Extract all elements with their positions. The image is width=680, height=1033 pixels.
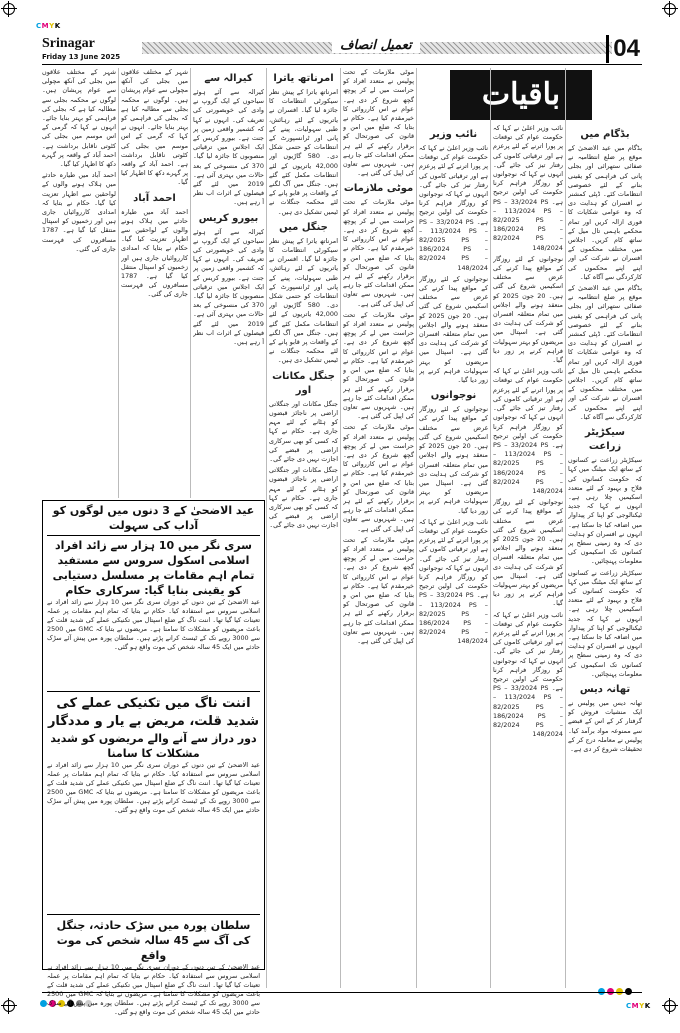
column-divider xyxy=(190,68,191,498)
news-box xyxy=(42,500,265,1016)
article-text: امرناتھ یاترا کے پیش نظر سیکورٹی انتظامات کا جائزہ لیا گیا۔ افسران نے یاتریوں کے لئے رہائش، طبی سہولیات، پینے کے پانی اور ٹرانسپورٹ کے انتظامات کو حتمی شکل دی۔ 580 گاڑیوں اور 42,000 یاتریوں کے لئے انتظامات مکمل کئے گئے ہیں۔ جنگل میں آگ لگنے کے واقعات پر قابو پانے کے لئے محکمہ جنگلات نے ٹیمیں تشکیل دی ہیں۔ xyxy=(269,88,338,216)
column-6 xyxy=(193,68,264,498)
article-text: شہر کے مختلف علاقوں میں بجلی کی آنکھ مچولی سے عوام پریشان ہیں۔ لوگوں نے محکمہ بجلی سے مطالبہ کیا ہے کہ بجلی کی فراہمی کو بہتر بنایا جائے۔ انہوں نے کہا کہ گرمی کے اس موسم میں بجلی کی کٹوتی ناقابل برداشت ہے۔ احمد آباد کے واقعہ پر گہرے دکھ کا اظہار کیا گیا۔ xyxy=(42,68,116,169)
article-text: موٹی ملازمات کے تحت پولیس نے متعدد افراد کو حراست میں لے کر پوچھ گچھ شروع کر دی ہے۔ عوام نے اس کارروائی کا خیرمقدم کیا ہے۔ حکام نے بتایا کہ ضلع میں امن و قانون کی صورتحال کو برقرار رکھنے کے لئے ہر ممکن اقدامات کئے جا رہے ہیں۔ شہریوں سے تعاون کی اپیل کی گئی ہے۔ xyxy=(343,68,414,178)
article-text: نوجوانوں کے لئے روزگار کے مواقع پیدا کرنے کی غرض سے مختلف اسکیمیں شروع کی گئی ہیں۔ 20 جون 2025 کو منعقد ہونے والے اجلاس میں تمام متعلقہ افسران کو شرکت کی ہدایت دی گئی ہے۔ اسپتال میں مریضوں کو بہتر سہولیات فراہم کرنے پر زور دیا گیا۔ xyxy=(419,274,488,385)
cmyk-mark-top: CMYK xyxy=(36,22,61,30)
subhead: موٹی ملازمات xyxy=(343,183,414,195)
article-text: موٹی ملازمات کے تحت پولیس نے متعدد افراد کو حراست میں لے کر پوچھ گچھ شروع کر دی ہے۔ عوام نے اس کارروائی کا خیرمقدم کیا ہے۔ حکام نے بتایا کہ ضلع میں امن و قانون کی صورتحال کو برقرار رکھنے کے لئے ہر ممکن اقدامات کئے جا رہے ہیں۔ شہریوں سے تعاون کی اپیل کی گئی ہے۔ xyxy=(343,535,414,645)
article-text: بڈگام میں عید الاضحیٰ کے موقع پر ضلع انتظامیہ نے صفائی ستھرائی اور بجلی پانی کی فراہمی کو یقینی بنانے کے لئے خصوصی انتظامات کئے۔ ڈپٹی کمشنر نے افسران کو ہدایت دی کہ وہ عوامی شکایات کا فوری ازالہ کریں اور تمام محکمے باہمی تال میل کے ساتھ کام کریں۔ اجلاس میں مختلف محکموں کے افسران نے شرکت کی اور اپنے اپنے محکموں کی کارکردگی سے آگاہ کیا۔ xyxy=(568,284,642,421)
box-headline: سلطان پورہ میں سڑک حادثہ، جنگل کی آگ سے 45 سالہ شخص کی موت واقع xyxy=(56,919,251,962)
box-headline: سری نگر میں 10 ہزار سے زائد افراد اسلامی اسکول سروس سے مستفید xyxy=(55,539,252,567)
cmyk-mark-bottom: CMYK xyxy=(626,1002,651,1010)
page-number: 04 xyxy=(606,35,644,63)
column-divider xyxy=(490,68,491,988)
article-text: موٹی ملازمات کے تحت پولیس نے متعدد افراد کو حراست میں لے کر پوچھ گچھ شروع کر دی ہے۔ عوام نے اس کارروائی کا خیرمقدم کیا ہے۔ حکام نے بتایا کہ ضلع میں امن و قانون کی صورتحال کو برقرار رکھنے کے لئے ہر ممکن اقدامات کئے جا رہے ہیں۔ شہریوں سے تعاون کی اپیل کی گئی ہے۔ xyxy=(343,310,414,421)
subhead: جنگل میں xyxy=(279,221,328,233)
column-1 xyxy=(568,124,642,988)
box-text: عید الاضحیٰ کے تین دنوں کے دوران سری نگر میں 10 ہزار سے زائد افراد نے اسلامی سروس سے استفادہ کیا۔ حکام نے بتایا کہ تمام اہم مقامات پر عملہ تعینات کیا گیا تھا۔ اننت ناگ کے ضلع اسپتال میں تکنیکی عملے کی شدید قلت کے باعث مریضوں کو مشکلات کا سامنا ہے۔ مریضوں نے بتایا کہ GMC میں 2500 سے 3000 روپے تک کے ٹیسٹ کرانے پڑتے ہیں۔ سلطان پورہ میں پیش آئے سڑک حادثے میں ایک 45 سالہ شخص کی موت واقع ہو گئی۔ xyxy=(47,963,260,1016)
box-headline: اننت ناگ میں تکنیکی عملے کی شدید قلت، مریض بے یار و مددگار xyxy=(47,696,260,729)
box-headline: عید الاضحیٰ کے 3 دنوں میں لوگوں کو آداب کی سہولت xyxy=(52,504,255,532)
subhead: بیورو کریس xyxy=(198,212,259,224)
subhead: کیرالہ سے xyxy=(204,73,253,84)
registration-mark-icon xyxy=(664,1000,676,1012)
column-7 xyxy=(121,68,188,498)
column-divider xyxy=(416,68,417,988)
masthead-rule xyxy=(42,64,642,65)
article-text: نوجوانوں کے لئے روزگار کے مواقع پیدا کرنے کی غرض سے مختلف اسکیمیں شروع کی گئی ہیں۔ 20 جون 2025 کو منعقد ہونے والے اجلاس میں تمام متعلقہ افسران کو شرکت کی ہدایت دی گئی ہے۔ اسپتال میں مریضوں کو بہتر سہولیات فراہم کرنے پر زور دیا گیا۔ xyxy=(493,254,563,365)
box-headline: دور دراز سے آنے والے مریضوں کو شدید مشکلات کا سامنا xyxy=(50,732,257,760)
paper-name: تعمیل انصاف xyxy=(332,38,420,53)
bottom-rule xyxy=(42,992,642,993)
article-text: تھانہ دیس میں پولیس نے ایک منشیات فروش کو گرفتار کر کے اس کے قبضے سے ممنوعہ مواد برآمد کیا۔ پولیس نے معاملہ درج کر کے تحقیقات شروع کر دی ہے۔ xyxy=(568,698,642,753)
subhead: بڈگام میں xyxy=(580,129,630,140)
article-text: نائب وزیر اعلیٰ نے کہا کہ حکومت عوام کی توقعات پر پورا اترنے کے لئے پرعزم ہے اور ترقیاتی کاموں کی رفتار تیز کی جائے گی۔ انہوں نے کہا کہ نوجوانوں کو روزگار فراہم کرنا حکومت کی اولین ترجیح ہے۔ PS – 33/2024 PS – 113/2024 PS – 82/2025 PS – 186/2024 PS – 82/2024 PS – 148/2024 xyxy=(493,367,563,495)
registration-mark-icon xyxy=(664,3,676,15)
subhead: احمد آباد xyxy=(133,192,176,204)
masthead xyxy=(42,36,642,62)
article-text: سیکڑیٹر زراعت نے کسانوں کے ساتھ ایک میٹنگ میں کہا کہ حکومت کسانوں کی فلاح و بہبود کے لئے متعدد اسکیمیں چلا رہی ہے۔ انہوں نے کہا کہ جدید ٹیکنالوجی کو اپنا کر پیداوار میں اضافہ کیا جا سکتا ہے۔ انہوں نے افسران کو ہدایت دی کہ وہ زمینی سطح پر کسانوں تک اسکیموں کی معلومات پہنچائیں۔ xyxy=(568,456,642,566)
article-text: شہر کے مختلف علاقوں میں بجلی کی آنکھ مچولی سے عوام پریشان ہیں۔ لوگوں نے محکمہ بجلی سے مطالبہ کیا ہے کہ بجلی کی فراہمی کو بہتر بنایا جائے۔ انہوں نے کہا کہ گرمی کے اس موسم میں بجلی کی کٹوتی ناقابل برداشت ہے۔ احمد آباد کے واقعہ پر گہرے دکھ کا اظہار کیا گیا۔ xyxy=(121,68,188,187)
article-text: نائب وزیر اعلیٰ نے کہا کہ حکومت عوام کی توقعات پر پورا اترنے کے لئے پرعزم ہے اور ترقیاتی کاموں کی رفتار تیز کی جائے گی۔ انہوں نے کہا کہ نوجوانوں کو روزگار فراہم کرنا حکومت کی اولین ترجیح ہے۔ PS – 33/2024 PS – 113/2024 PS – 82/2025 PS – 186/2024 PS – 82/2024 PS – 148/2024 xyxy=(493,610,563,739)
article-text: موٹی ملازمات کے تحت پولیس نے متعدد افراد کو حراست میں لے کر پوچھ گچھ شروع کر دی ہے۔ عوام نے اس کارروائی کا خیرمقدم کیا ہے۔ حکام نے بتایا کہ ضلع میں امن و قانون کی صورتحال کو برقرار رکھنے کے لئے ہر ممکن اقدامات کئے جا رہے ہیں۔ شہریوں سے تعاون کی اپیل کی گئی ہے۔ xyxy=(343,423,414,533)
column-divider xyxy=(340,68,341,988)
box-text: عید الاضحیٰ کے تین دنوں کے دوران سری نگر میں 10 ہزار سے زائد افراد نے اسلامی سروس سے استفادہ کیا۔ حکام نے بتایا کہ تمام اہم مقامات پر عملہ تعینات کیا گیا تھا۔ اننت ناگ کے ضلع اسپتال میں تکنیکی عملے کی شدید قلت کے باعث مریضوں کو مشکلات کا سامنا ہے۔ مریضوں نے بتایا کہ GMC میں 2500 سے 3000 روپے تک کے ٹیسٹ کرانے پڑتے ہیں۔ سلطان پورہ میں پیش آئے سڑک حادثے میں ایک 45 سالہ شخص کی موت واقع ہو گئی۔ xyxy=(47,598,260,651)
article-text: نوجوانوں کے لئے روزگار کے مواقع پیدا کرنے کی غرض سے مختلف اسکیمیں شروع کی گئی ہیں۔ 20 جون 2025 کو منعقد ہونے والے اجلاس میں تمام متعلقہ افسران کو شرکت کی ہدایت دی گئی ہے۔ اسپتال میں مریضوں کو بہتر سہولیات فراہم کرنے پر زور دیا گیا۔ xyxy=(493,498,563,608)
article-text: احمد آباد میں طیارہ حادثے میں ہلاک ہونے والوں کے لواحقین سے اظہار تعزیت کیا گیا۔ حکام نے بتایا کہ امدادی کارروائیاں جاری ہیں اور زخمیوں کو اسپتال منتقل کیا گیا ہے۔ 1787 مسافروں کی فہرست جاری کی گئی۔ xyxy=(42,171,116,253)
column-8 xyxy=(42,68,116,498)
column-2 xyxy=(493,124,563,988)
article-text: کیرالہ سے آئے ہوئے سیاحوں کے ایک گروپ نے وادی کی خوبصورتی کی تعریف کی۔ انہوں نے کہا کہ کشمیر واقعی زمین پر جنت ہے۔ بیورو کریس کے ایک اجلاس میں ترقیاتی منصوبوں کا جائزہ لیا گیا۔ 370 کی منسوخی کے بعد حالات میں بہتری آئی ہے۔ 2019 میں لئے گئے فیصلوں کے اثرات اب نظر آ رہے ہیں۔ xyxy=(193,227,264,347)
box-text: عید الاضحیٰ کے تین دنوں کے دوران سری نگر میں 10 ہزار سے زائد افراد نے اسلامی سروس سے استفادہ کیا۔ حکام نے بتایا کہ تمام اہم مقامات پر عملہ تعینات کیا گیا تھا۔ اننت ناگ کے ضلع اسپتال میں تکنیکی عملے کی شدید قلت کے باعث مریضوں کو مشکلات کا سامنا ہے۔ مریضوں نے بتایا کہ GMC میں 2500 سے 3000 روپے تک کے ٹیسٹ کرانے پڑتے ہیں۔ سلطان پورہ میں پیش آئے سڑک حادثے میں ایک 45 سالہ شخص کی موت واقع ہو گئی۔ xyxy=(47,761,260,814)
column-divider xyxy=(565,68,566,988)
section-title: باقیات xyxy=(450,70,592,120)
subhead: امرناتھ یاترا xyxy=(273,73,334,84)
subhead: سیکڑیٹر زراعت xyxy=(584,427,625,453)
box-headline: تمام اہم مقامات پر مسلسل دستیابی کو یقینی بنایا گیا: سرکاری حکام xyxy=(52,569,255,597)
article-text: بڈگام میں عید الاضحیٰ کے موقع پر ضلع انتظامیہ نے صفائی ستھرائی اور بجلی پانی کی فراہمی کو یقینی بنانے کے لئے خصوصی انتظامات کئے۔ ڈپٹی کمشنر نے افسران کو ہدایت دی کہ وہ عوامی شکایات کا فوری ازالہ کریں اور تمام محکمے باہمی تال میل کے ساتھ کام کریں۔ اجلاس میں مختلف محکموں کے افسران نے شرکت کی اور اپنے اپنے محکموں کی کارکردگی سے آگاہ کیا۔ xyxy=(568,144,642,281)
column-4 xyxy=(343,68,414,988)
registration-mark-icon xyxy=(3,3,15,15)
article-text: کیرالہ سے آئے ہوئے سیاحوں کے ایک گروپ نے وادی کی خوبصورتی کی تعریف کی۔ انہوں نے کہا کہ کشمیر واقعی زمین پر جنت ہے۔ بیورو کریس کے ایک اجلاس میں ترقیاتی منصوبوں کا جائزہ لیا گیا۔ 370 کی منسوخی کے بعد حالات میں بہتری آئی ہے۔ 2019 میں لئے گئے فیصلوں کے اثرات اب نظر آ رہے ہیں۔ xyxy=(193,88,264,207)
column-5 xyxy=(269,68,338,988)
article-text: امرناتھ یاترا کے پیش نظر سیکورٹی انتظامات کا جائزہ لیا گیا۔ افسران نے یاتریوں کے لئے رہائش، طبی سہولیات، پینے کے پانی اور ٹرانسپورٹ کے انتظامات کو حتمی شکل دی۔ 580 گاڑیوں اور 42,000 یاتریوں کے لئے انتظامات مکمل کئے گئے ہیں۔ جنگل میں آگ لگنے کے واقعات پر قابو پانے کے لئے محکمہ جنگلات نے ٹیمیں تشکیل دی ہیں۔ xyxy=(269,236,338,365)
column-3 xyxy=(419,124,488,988)
issue-date: Friday 13 June 2025 xyxy=(42,53,121,61)
article-text: نائب وزیر اعلیٰ نے کہا کہ حکومت عوام کی توقعات پر پورا اترنے کے لئے پرعزم ہے اور ترقیاتی کاموں کی رفتار تیز کی جائے گی۔ انہوں نے کہا کہ نوجوانوں کو روزگار فراہم کرنا حکومت کی اولین ترجیح ہے۔ PS – 33/2024 PS – 113/2024 PS – 82/2025 PS – 186/2024 PS – 82/2024 PS – 148/2024 xyxy=(419,517,488,646)
subhead: تھانہ دیس xyxy=(579,683,631,695)
article-text: موٹی ملازمات کے تحت پولیس نے متعدد افراد کو حراست میں لے کر پوچھ گچھ شروع کر دی ہے۔ عوام نے اس کارروائی کا خیرمقدم کیا ہے۔ حکام نے بتایا کہ ضلع میں امن و قانون کی صورتحال کو برقرار رکھنے کے لئے ہر ممکن اقدامات کئے جا رہے ہیں۔ شہریوں سے تعاون کی اپیل کی گئی ہے۔ xyxy=(343,198,414,308)
article-text: نائب وزیر اعلیٰ نے کہا کہ حکومت عوام کی توقعات پر پورا اترنے کے لئے پرعزم ہے اور ترقیاتی کاموں کی رفتار تیز کی جائے گی۔ انہوں نے کہا کہ نوجوانوں کو روزگار فراہم کرنا حکومت کی اولین ترجیح ہے۔ PS – 33/2024 PS – 113/2024 PS – 82/2025 PS – 186/2024 PS – 82/2024 PS – 148/2024 xyxy=(493,124,563,252)
article-text: احمد آباد میں طیارہ حادثے میں ہلاک ہونے والوں کے لواحقین سے اظہار تعزیت کیا گیا۔ حکام نے بتایا کہ امدادی کارروائیاں جاری ہیں اور زخمیوں کو اسپتال منتقل کیا گیا ہے۔ 1787 مسافروں کی فہرست جاری کی گئی۔ xyxy=(121,207,188,299)
city-name: Srinagar xyxy=(42,36,95,51)
subhead: جنگل مکانات اور xyxy=(272,370,335,396)
registration-mark-icon xyxy=(3,1000,15,1012)
article-text: جنگل مکانات اور جنگلاتی اراضی پر ناجائز قبضوں کو ہٹانے کے لئے مہم جاری ہے۔ حکام نے کہا کہ کسی کو بھی سرکاری اراضی پر قبضے کی اجازت نہیں دی جائے گی۔ xyxy=(269,399,338,463)
article-text: سیکڑیٹر زراعت نے کسانوں کے ساتھ ایک میٹنگ میں کہا کہ حکومت کسانوں کی فلاح و بہبود کے لئے متعدد اسکیمیں چلا رہی ہے۔ انہوں نے کہا کہ جدید ٹیکنالوجی کو اپنا کر پیداوار میں اضافہ کیا جا سکتا ہے۔ انہوں نے افسران کو ہدایت دی کہ وہ زمینی سطح پر کسانوں تک اسکیموں کی معلومات پہنچائیں۔ xyxy=(568,568,642,678)
article-text: نائب وزیر اعلیٰ نے کہا کہ حکومت عوام کی توقعات پر پورا اترنے کے لئے پرعزم ہے اور ترقیاتی کاموں کی رفتار تیز کی جائے گی۔ انہوں نے کہا کہ نوجوانوں کو روزگار فراہم کرنا حکومت کی اولین ترجیح ہے۔ PS – 33/2024 PS – 113/2024 PS – 82/2025 PS – 186/2024 PS – 82/2024 PS – 148/2024 xyxy=(419,144,488,272)
subhead: نائب وزیر xyxy=(429,129,478,140)
column-divider xyxy=(266,68,267,988)
article-text: جنگل مکانات اور جنگلاتی اراضی پر ناجائز قبضوں کو ہٹانے کے لئے مہم جاری ہے۔ حکام نے کہا کہ کسی کو بھی سرکاری اراضی پر قبضے کی اجازت نہیں دی جائے گی۔ xyxy=(269,466,338,530)
subhead: نوجوانوں xyxy=(430,390,477,402)
article-text: نوجوانوں کے لئے روزگار کے مواقع پیدا کرنے کی غرض سے مختلف اسکیمیں شروع کی گئی ہیں۔ 20 جون 2025 کو منعقد ہونے والے اجلاس میں تمام متعلقہ افسران کو شرکت کی ہدایت دی گئی ہے۔ اسپتال میں مریضوں کو بہتر سہولیات فراہم کرنے پر زور دیا گیا۔ xyxy=(419,405,488,515)
column-divider xyxy=(118,68,119,498)
